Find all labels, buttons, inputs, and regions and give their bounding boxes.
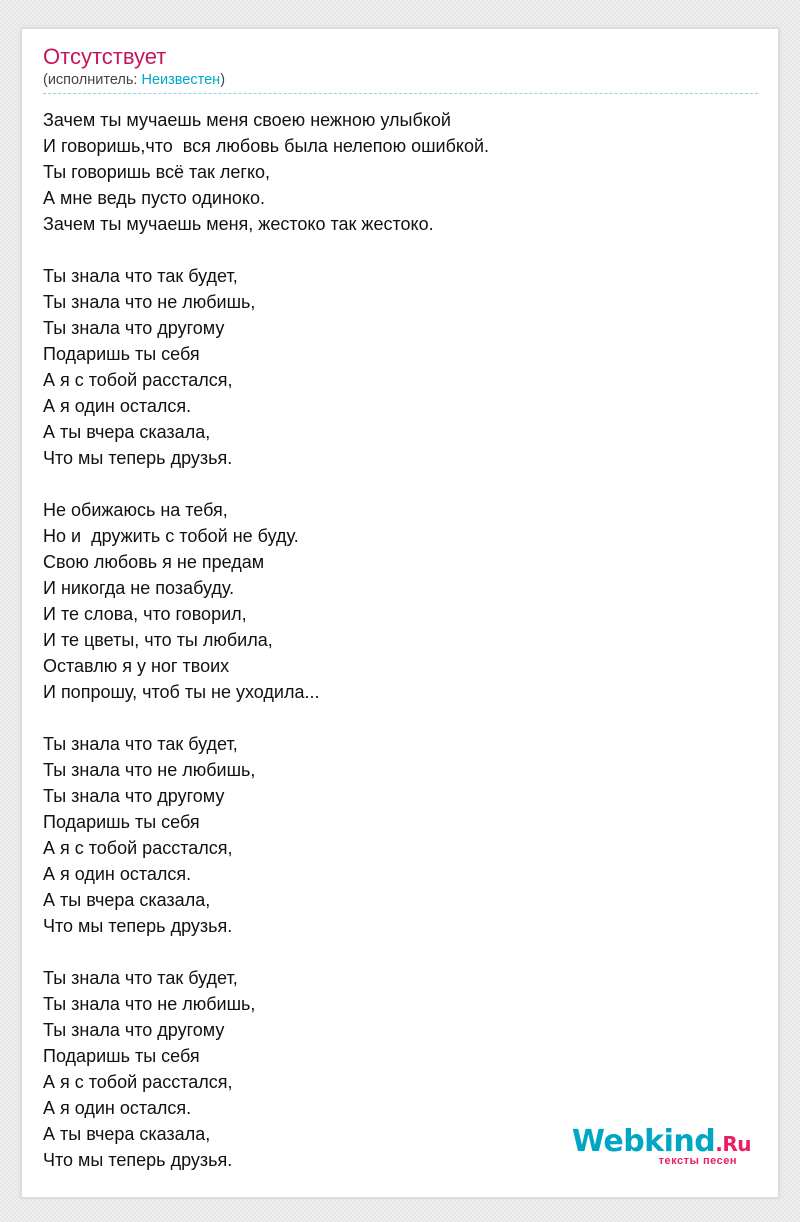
lyric-line: Ты знала что не любишь,	[43, 292, 256, 312]
lyric-line: Подаришь ты себя	[43, 1046, 200, 1066]
webkind-logo[interactable]	[551, 1125, 751, 1169]
lyrics-stanza	[43, 107, 758, 237]
lyric-line: Не обижаюсь на тебя,	[43, 500, 228, 520]
lyric-line: Но и дружить с тобой не буду.	[43, 526, 299, 546]
artist-suffix: )	[220, 72, 226, 88]
logo-tagline: тексты песен	[658, 1155, 737, 1167]
lyric-line: А я один остался.	[43, 1098, 192, 1118]
lyric-line: Ты знала что другому	[43, 786, 225, 806]
lyric-line: А ты вчера сказала,	[43, 1124, 211, 1144]
lyrics-card	[21, 28, 779, 1198]
lyric-line: Ты знала что другому	[43, 1020, 225, 1040]
lyrics-body	[43, 107, 758, 1199]
lyric-line: Зачем ты мучаешь меня, жестоко так жестоко.	[43, 214, 434, 234]
logo-domain: .Ru	[715, 1132, 751, 1156]
lyric-line: А я с тобой расстался,	[43, 838, 233, 858]
lyric-line: Ты знала что не любишь,	[43, 994, 256, 1014]
lyric-line: А я с тобой расстался,	[43, 1072, 233, 1092]
lyric-line: А ты вчера сказала,	[43, 890, 211, 910]
header-divider	[43, 93, 758, 94]
lyric-line: Подаришь ты себя	[43, 812, 200, 832]
lyric-line: И никогда не позабуду.	[43, 578, 235, 598]
artist-line	[43, 71, 757, 89]
lyric-line: Подаришь ты себя	[43, 344, 200, 364]
lyric-line: А я с тобой расстался,	[43, 370, 233, 390]
lyric-line: Что мы теперь друзья.	[43, 448, 233, 468]
lyric-line: Ты знала что так будет,	[43, 968, 238, 988]
lyric-line: Зачем ты мучаешь меня своею нежною улыбкой	[43, 110, 451, 130]
lyric-line: Оставлю я у ног твоих	[43, 656, 230, 676]
lyric-line: И те слова, что говорил,	[43, 604, 247, 624]
lyric-line: Ты говоришь всё так легко,	[43, 162, 271, 182]
lyric-line: Ты знала что не любишь,	[43, 760, 256, 780]
lyric-line: Ты знала что другому	[43, 318, 225, 338]
lyrics-stanza	[43, 497, 758, 705]
lyric-line: Ты знала что так будет,	[43, 734, 238, 754]
lyric-line: И те цветы, что ты любила,	[43, 630, 273, 650]
lyrics-stanza	[43, 263, 758, 471]
lyric-line: А я один остался.	[43, 396, 192, 416]
lyric-line: Что мы теперь друзья.	[43, 916, 233, 936]
lyric-line: Свою любовь я не предам	[43, 552, 265, 572]
lyric-line: А ты вчера сказала,	[43, 422, 211, 442]
lyric-line: И говоришь,что вся любовь была нелепою ошибкой.	[43, 136, 490, 156]
song-title: Отсутствует	[43, 44, 167, 69]
lyric-line: И попрошу, чтоб ты не уходила...	[43, 682, 320, 702]
lyrics-stanza	[43, 731, 758, 939]
lyric-line: Что мы теперь друзья.	[43, 1150, 233, 1170]
artist-prefix: (исполнитель:	[43, 72, 142, 88]
artist-link[interactable]: Неизвестен	[141, 72, 221, 88]
lyric-line: А мне ведь пусто одиноко.	[43, 188, 266, 208]
logo-main-text: Webkind	[571, 1124, 716, 1159]
song-header	[43, 43, 757, 89]
lyric-line: А я один остался.	[43, 864, 192, 884]
lyric-line: Ты знала что так будет,	[43, 266, 238, 286]
